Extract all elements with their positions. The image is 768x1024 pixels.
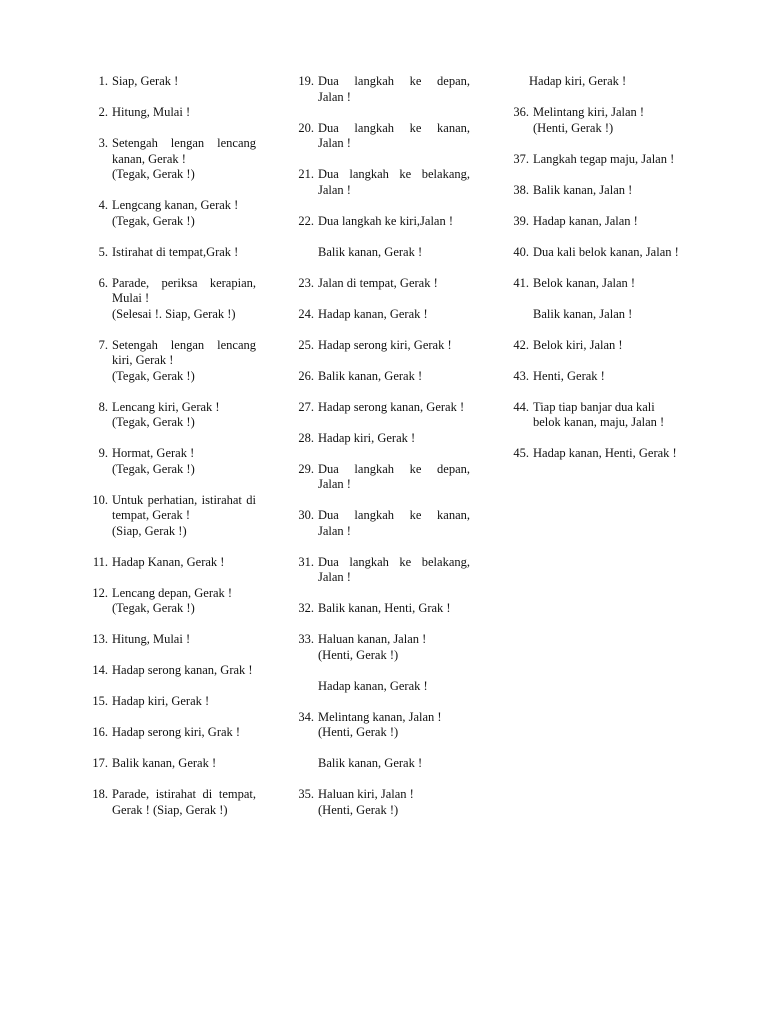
item-line: Balik kanan, Gerak ! (318, 368, 423, 383)
item-line: (Henti, Gerak !) (533, 120, 614, 135)
list-item (84, 136, 256, 183)
item-text (108, 725, 256, 741)
item-line: (Siap, Gerak !) (112, 523, 187, 538)
list-item (84, 632, 256, 648)
item-text (314, 307, 470, 323)
item-line: (Henti, Gerak !) (318, 725, 399, 739)
item-line: Melintang kiri, Jalan ! (533, 105, 645, 119)
item-text (314, 400, 470, 416)
item-line: Gerak ! (Siap, Gerak !) (112, 802, 228, 817)
item-text (108, 555, 256, 571)
item-number: 37. (513, 151, 529, 166)
list-item (84, 586, 256, 617)
item-number: 22. (298, 213, 314, 228)
list-item (505, 446, 684, 462)
list-item (505, 245, 684, 261)
item-number: 18. (92, 787, 108, 801)
item-text (314, 555, 470, 586)
list-item (290, 276, 470, 292)
item-number: 3. (98, 136, 108, 150)
item-number: 24. (298, 306, 314, 321)
item-text (314, 369, 470, 385)
item-text (314, 338, 470, 354)
item-line: (Tegak, Gerak !) (112, 415, 195, 429)
list-item (290, 338, 470, 354)
list-item (505, 183, 684, 199)
item-number: 16. (92, 725, 108, 739)
item-number: 13. (92, 632, 108, 646)
item-number: 1. (98, 74, 108, 88)
item-number: 15. (92, 694, 108, 708)
item-line: (Tegak, Gerak !) (112, 601, 195, 615)
item-text (108, 632, 256, 648)
list-item (290, 121, 470, 152)
item-line: tempat, Gerak ! (112, 508, 191, 522)
list-item (84, 400, 256, 431)
item-text (314, 710, 470, 741)
item-line: Melintang kanan, Jalan ! (318, 709, 442, 724)
item-line: Istirahat di tempat,Grak ! (112, 244, 239, 259)
item-line: Dua langkah ke kanan, (318, 120, 470, 135)
item-number: 40. (513, 244, 529, 259)
list-item (290, 400, 470, 416)
item-line: Dua langkah ke kiri,Jalan ! (318, 213, 454, 228)
item-number: 21. (298, 167, 314, 181)
item-number: 23. (298, 275, 314, 290)
item-line: Hadap kanan, Henti, Gerak ! (533, 446, 677, 460)
list-item (84, 198, 256, 229)
list-item (290, 555, 470, 586)
list-item (505, 152, 684, 168)
item-number: 39. (513, 213, 529, 228)
item-text (529, 105, 684, 136)
item-text (108, 446, 256, 477)
list-item (84, 493, 256, 540)
list-item (290, 710, 470, 741)
item-number: 45. (513, 446, 529, 460)
item-number: 29. (298, 461, 314, 476)
item-text (529, 152, 684, 168)
list-item (290, 431, 470, 447)
list-item (505, 369, 684, 385)
item-text (108, 663, 256, 679)
item-number: 33. (298, 632, 314, 646)
list-item (290, 787, 470, 818)
list-item (290, 307, 470, 323)
item-line: Parade, istirahat di tempat, (112, 787, 256, 801)
item-line: Jalan ! (318, 89, 351, 104)
item-number: 4. (98, 198, 108, 212)
item-number: 12. (92, 585, 108, 600)
list-item (290, 167, 470, 198)
item-line: Langkah tegap maju, Jalan ! (533, 151, 675, 166)
item-number: 31. (298, 554, 314, 569)
list-item (84, 694, 256, 710)
item-text (529, 214, 684, 230)
follow-up-command: Hadap kanan, Gerak ! (318, 678, 428, 693)
item-text (529, 446, 684, 462)
item-text (108, 198, 256, 229)
item-number: 42. (513, 337, 529, 352)
item-number: 7. (98, 337, 108, 352)
item-number: 6. (98, 275, 108, 290)
list-item (84, 446, 256, 477)
item-line: Lengcang kanan, Gerak ! (112, 198, 239, 212)
item-text (108, 105, 256, 121)
continued-command: Hadap kiri, Gerak ! (529, 74, 627, 88)
item-line: Jalan di tempat, Gerak ! (318, 275, 438, 290)
item-line: Mulai ! (112, 291, 150, 305)
item-line: (Henti, Gerak !) (318, 802, 399, 817)
item-line: Tiap tiap banjar dua kali (533, 399, 655, 414)
list-item (84, 276, 256, 323)
list-item (290, 369, 470, 385)
item-number: 35. (298, 787, 314, 801)
list-item (290, 214, 470, 230)
item-text (314, 632, 470, 663)
item-text (108, 74, 256, 90)
item-line: Balik kanan, Henti, Grak ! (318, 601, 451, 615)
item-number: 38. (513, 182, 529, 197)
item-line: Henti, Gerak ! (533, 368, 605, 383)
item-number: 17. (92, 756, 108, 770)
list-item (84, 338, 256, 385)
item-text (529, 245, 684, 261)
item-line: Hadap serong kiri, Grak ! (112, 725, 241, 739)
list-item (84, 787, 256, 818)
item-number: 19. (298, 74, 314, 88)
item-line: Haluan kanan, Jalan ! (318, 632, 427, 646)
item-number: 32. (298, 601, 314, 615)
item-text (108, 756, 256, 772)
list-item (84, 663, 256, 679)
item-text (314, 167, 470, 198)
item-line: Hormat, Gerak ! (112, 446, 195, 460)
list-item (84, 245, 256, 261)
item-number: 27. (298, 399, 314, 414)
item-line: Hadap serong kanan, Grak ! (112, 663, 253, 677)
item-line: Hadap serong kiri, Gerak ! (318, 337, 452, 352)
item-text (314, 787, 470, 818)
item-number: 10. (92, 492, 108, 507)
item-line: Balik kanan, Jalan ! (533, 182, 633, 197)
item-line: kanan, Gerak ! (112, 151, 186, 166)
item-number: 11. (92, 554, 108, 569)
column-1 (84, 74, 256, 834)
follow-up-command: Balik kanan, Gerak ! (318, 244, 423, 259)
list-item (84, 725, 256, 741)
list-item (505, 105, 684, 136)
item-line: Hadap kiri, Gerak ! (318, 430, 416, 445)
item-text (314, 276, 470, 292)
item-text (529, 400, 684, 431)
item-text (108, 276, 256, 323)
item-line: (Tegak, Gerak !) (112, 461, 195, 476)
item-number: 20. (298, 120, 314, 135)
item-number: 43. (513, 368, 529, 383)
list-item (290, 74, 470, 105)
item-text (108, 694, 256, 710)
item-number: 26. (298, 368, 314, 383)
item-line: Dua langkah ke depan, (318, 461, 470, 476)
item-line: Dua kali belok kanan, Jalan ! (533, 244, 679, 259)
item-line: Hitung, Mulai ! (112, 632, 191, 646)
item-number: 25. (298, 337, 314, 352)
item-text (314, 601, 470, 617)
item-line: Hadap kanan, Jalan ! (533, 213, 638, 228)
item-line: (Tegak, Gerak !) (112, 368, 195, 383)
item-number: 44. (513, 399, 529, 414)
item-line: Jalan ! (318, 523, 351, 538)
item-text (108, 787, 256, 818)
list-item (290, 632, 470, 663)
item-text (108, 245, 256, 261)
item-line: Dua langkah ke depan, (318, 74, 470, 88)
item-line: belok kanan, maju, Jalan ! (533, 415, 665, 429)
item-line: Hadap Kanan, Gerak ! (112, 554, 225, 569)
item-line: Jalan ! (318, 182, 351, 197)
item-text (108, 338, 256, 385)
list-item (290, 462, 470, 493)
item-number: 41. (513, 275, 529, 290)
list-item (505, 400, 684, 431)
follow-up-command: Balik kanan, Jalan ! (533, 306, 633, 321)
item-number: 34. (298, 709, 314, 724)
list-item (505, 214, 684, 230)
item-number: 36. (513, 105, 529, 119)
list-item (290, 601, 470, 617)
item-line: Hadap serong kanan, Gerak ! (318, 399, 465, 414)
item-number: 2. (98, 105, 108, 119)
item-text (108, 400, 256, 431)
list-item (84, 74, 256, 90)
item-line: (Henti, Gerak !) (318, 647, 399, 662)
item-number: 9. (98, 446, 108, 460)
item-line: Lencang kiri, Gerak ! (112, 399, 220, 414)
item-number: 28. (298, 430, 314, 445)
list-item (290, 508, 470, 539)
item-text (314, 431, 470, 447)
list-item (505, 276, 684, 292)
item-line: Parade, periksa kerapian, (112, 275, 256, 290)
item-line: Dua langkah ke kanan, (318, 508, 470, 522)
item-line: Belok kiri, Jalan ! (533, 337, 623, 352)
item-line: Haluan kiri, Jalan ! (318, 787, 414, 801)
item-text (529, 369, 684, 385)
item-line: Jalan ! (318, 136, 351, 150)
item-number: 8. (98, 399, 108, 414)
item-number: 5. (98, 244, 108, 259)
item-line: Untuk perhatian, istirahat di (112, 492, 256, 507)
item-line: Hitung, Mulai ! (112, 105, 191, 119)
item-line: (Tegak, Gerak !) (112, 167, 195, 181)
list-item (84, 756, 256, 772)
item-text (314, 121, 470, 152)
list-item (84, 555, 256, 571)
item-number: 30. (298, 508, 314, 522)
item-line: Dua langkah ke belakang, (318, 554, 470, 569)
item-line: kiri, Gerak ! (112, 353, 174, 367)
column-2 (290, 74, 470, 834)
item-text (529, 338, 684, 354)
item-line: Hadap kiri, Gerak ! (112, 694, 210, 708)
item-text (314, 74, 470, 105)
item-line: Jalan ! (318, 570, 351, 584)
item-line: Hadap kanan, Gerak ! (318, 306, 428, 321)
item-text (529, 276, 684, 292)
item-text (108, 493, 256, 540)
item-text (529, 183, 684, 199)
item-line: (Tegak, Gerak !) (112, 213, 195, 228)
item-line: Setengah lengan lencang (112, 136, 256, 150)
item-text (314, 462, 470, 493)
item-text (108, 586, 256, 617)
list-item (505, 338, 684, 354)
item-line: Setengah lengan lencang (112, 337, 256, 352)
list-item (84, 105, 256, 121)
item-line: Jalan ! (318, 477, 351, 491)
item-line: Belok kanan, Jalan ! (533, 275, 636, 290)
item-line: Siap, Gerak ! (112, 74, 179, 88)
item-text (314, 214, 470, 230)
item-line: Balik kanan, Gerak ! (112, 756, 217, 770)
item-text (314, 508, 470, 539)
item-line: (Selesai !. Siap, Gerak !) (112, 306, 236, 321)
column-3 (505, 74, 684, 477)
item-line: Lencang depan, Gerak ! (112, 585, 233, 600)
follow-up-command: Balik kanan, Gerak ! (318, 756, 423, 770)
item-text (108, 136, 256, 183)
item-line: Dua langkah ke belakang, (318, 167, 470, 181)
item-number: 14. (92, 663, 108, 677)
